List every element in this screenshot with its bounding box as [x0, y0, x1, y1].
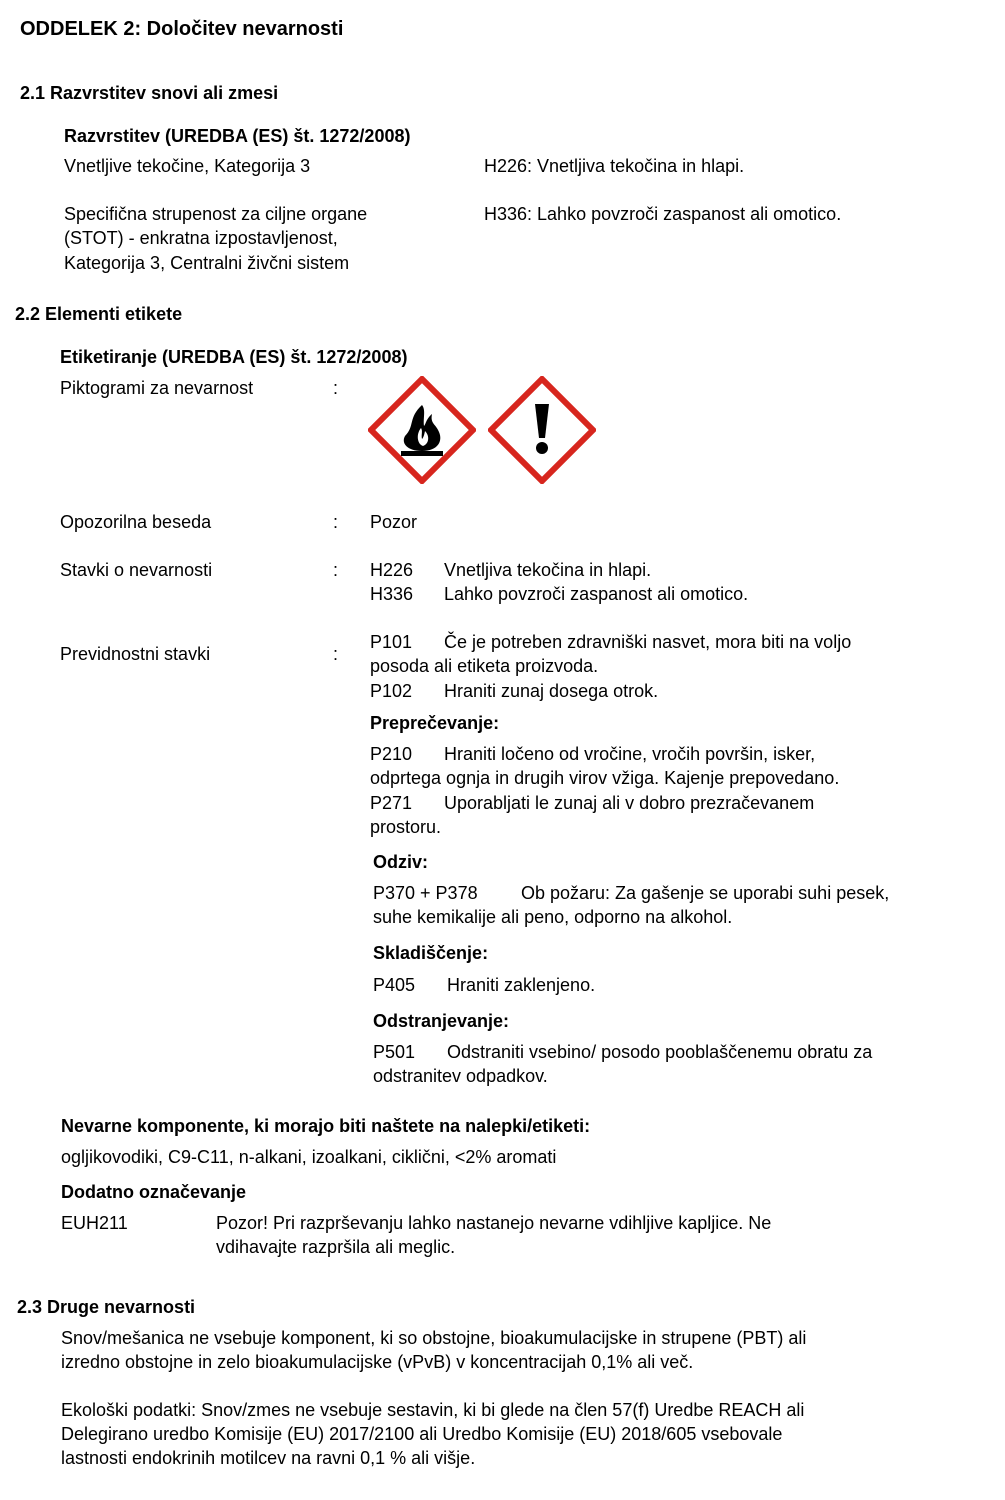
disposal-heading: Odstranjevanje: [373, 1011, 510, 1031]
signal-word-colon: : [333, 512, 339, 532]
classification-row-2-category-line-3: Kategorija 3, Centralni živčni sistem [64, 253, 350, 273]
p501-code: P501 [373, 1042, 416, 1062]
p271-text-line-1: Uporabljati le zunaj ali v dobro prezračevanem [444, 793, 815, 813]
precautionary-colon: : [333, 644, 339, 664]
euh211-text-line-2: vdihavajte razpršila ali meglic. [216, 1237, 456, 1257]
classification-row-1-category: Vnetljive tekočine, Kategorija 3 [64, 156, 311, 176]
euh211-code: EUH211 [61, 1213, 128, 1233]
p271-code: P271 [370, 793, 413, 813]
p102-text: Hraniti zunaj dosega otrok. [444, 681, 659, 701]
p370-p378-text-line-1: Ob požaru: Za gašenje se uporabi suhi pesek, [521, 883, 890, 903]
pictograms-label: Piktogrami za nevarnost [60, 378, 254, 398]
euh211-text-line-1: Pozor! Pri razprševanju lahko nastanejo nevarne vdihljive kapljice. Ne [216, 1213, 772, 1233]
p405-text: Hraniti zaklenjeno. [447, 975, 596, 995]
flame-icon [368, 376, 476, 484]
response-heading: Odziv: [373, 852, 429, 872]
pbt-paragraph-line-2: izredno obstojne in zelo bioakumulacijske (vPvB) v koncentracijah 0,1% ali več. [61, 1352, 694, 1372]
p271-text-line-2: prostoru. [370, 817, 442, 837]
exclamation-mark-icon [488, 376, 596, 484]
hazard-code-1: H226 [370, 560, 414, 580]
classification-subheading: Razvrstitev (UREDBA (ES) št. 1272/2008) [64, 126, 411, 146]
hazard-code-2: H336 [370, 584, 414, 604]
section-title: ODDELEK 2: Določitev nevarnosti [20, 18, 344, 40]
signal-word-label: Opozorilna beseda [60, 512, 212, 532]
p405-code: P405 [373, 975, 416, 995]
storage-heading: Skladiščenje: [373, 943, 489, 963]
pbt-paragraph-line-1: Snov/mešanica ne vsebuje komponent, ki so obstojne, bioakumulacijske in strupene (PBT) ali [61, 1328, 807, 1348]
ecological-paragraph-line-3: lastnosti endokrinih motilcev na ravni 0,1 % ali višje. [61, 1448, 476, 1468]
precautionary-label: Previdnostni stavki [60, 644, 211, 664]
components-text: ogljikovodiki, C9-C11, n-alkani, izoalkani, ciklični, <2% aromati [61, 1147, 557, 1167]
p501-text-line-1: Odstraniti vsebino/ posodo pooblaščenemu obratu za [447, 1042, 873, 1062]
hazard-text-1: Vnetljiva tekočina in hlapi. [444, 560, 652, 580]
heading-2-2: 2.2 Elementi etikete [15, 304, 183, 324]
hazard-statements-label: Stavki o nevarnosti [60, 560, 213, 580]
ecological-paragraph-line-1: Ekološki podatki: Snov/zmes ne vsebuje sestavin, ki bi glede na člen 57(f) Uredbe REACH ali [61, 1400, 805, 1420]
hazard-statements-colon: : [333, 560, 339, 580]
p210-code: P210 [370, 744, 413, 764]
heading-2-3: 2.3 Druge nevarnosti [17, 1297, 196, 1317]
p101-text-line-1: Če je potreben zdravniški nasvet, mora biti na voljo [444, 632, 852, 652]
p101-text-line-2: posoda ali etiketa proizvoda. [370, 656, 599, 676]
classification-row-2-category-line-1: Specifična strupenost za ciljne organe [64, 204, 368, 224]
hazard-text-2: Lahko povzroči zaspanost ali omotico. [444, 584, 749, 604]
components-heading: Nevarne komponente, ki morajo biti naštete na nalepki/etiketi: [61, 1116, 591, 1136]
p501-text-line-2: odstranitev odpadkov. [373, 1066, 548, 1086]
classification-row-2-statement: H336: Lahko povzroči zaspanost ali omotico. [484, 204, 842, 224]
p102-code: P102 [370, 681, 413, 701]
labelling-subheading: Etiketiranje (UREDBA (ES) št. 1272/2008) [60, 347, 408, 367]
classification-row-1-statement: H226: Vnetljiva tekočina in hlapi. [484, 156, 745, 176]
p370-p378-text-line-2: suhe kemikalije ali peno, odporno na alkohol. [373, 907, 733, 927]
heading-2-1: 2.1 Razvrstitev snovi ali zmesi [20, 83, 279, 103]
p210-text-line-1: Hraniti ločeno od vročine, vročih površin, isker, [444, 744, 816, 764]
pictograms-colon: : [333, 378, 339, 398]
ecological-paragraph-line-2: Delegirano uredbo Komisije (EU) 2017/2100 ali Uredbo Komisije (EU) 2018/605 vsebovale [61, 1424, 783, 1444]
prevention-heading: Preprečevanje: [370, 713, 500, 733]
signal-word: Pozor [370, 512, 418, 532]
classification-row-2-category-line-2: (STOT) - enkratna izpostavljenost, [64, 228, 338, 248]
p210-text-line-2: odprtega ognja in drugih virov vžiga. Kajenje prepovedano. [370, 768, 840, 788]
additional-labelling-heading: Dodatno označevanje [61, 1182, 247, 1202]
p370-p378-code: P370 + P378 [373, 883, 478, 903]
p101-code: P101 [370, 632, 413, 652]
